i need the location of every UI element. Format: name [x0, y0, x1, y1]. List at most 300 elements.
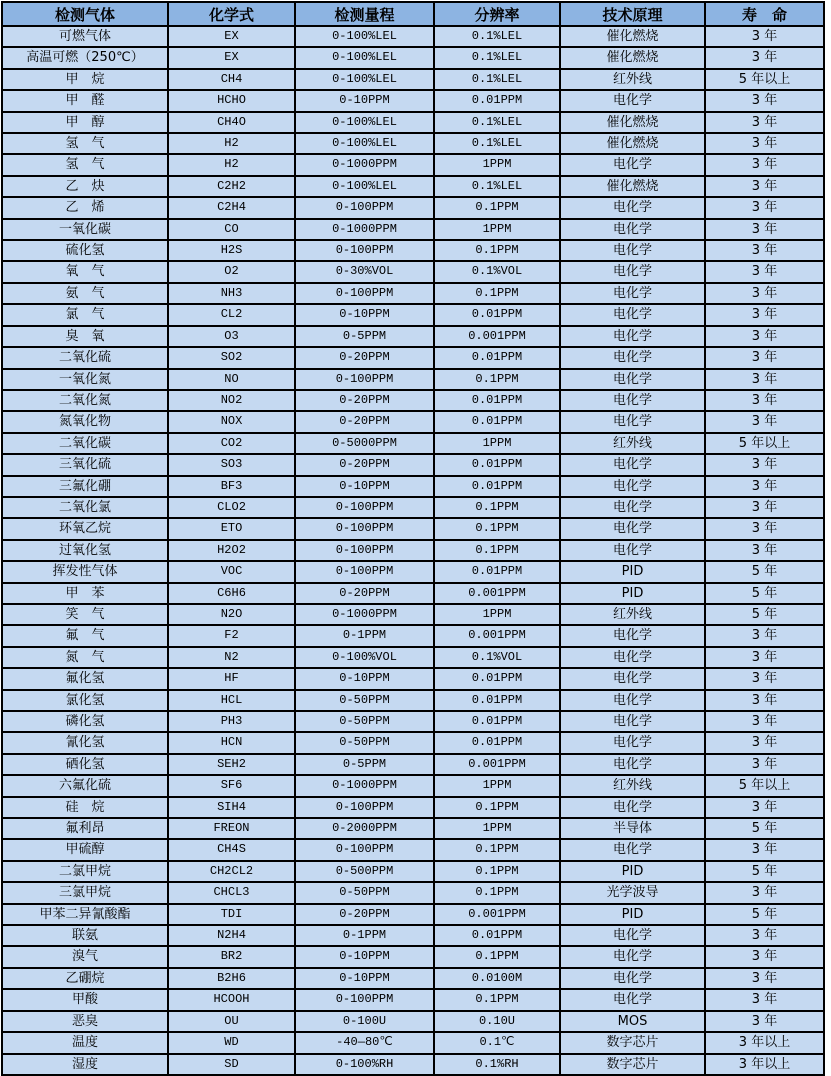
cell-range: 0-100%LEL: [295, 112, 434, 133]
table-row: [2, 47, 824, 68]
table-row: [2, 732, 824, 753]
cell-range: 0-20PPM: [295, 904, 434, 925]
cell-range: 0-1000PPM: [295, 154, 434, 175]
cell-principle: PID: [560, 583, 705, 604]
cell-resolution: 0.01PPM: [434, 347, 560, 368]
cell-principle: 电化学: [560, 625, 705, 646]
cell-gas: 氟化氢: [2, 668, 168, 689]
table-row: [2, 240, 824, 261]
table-row: [2, 176, 824, 197]
cell-resolution: 0.01PPM: [434, 90, 560, 111]
table-row: [2, 90, 824, 111]
cell-lifespan: 3 年: [705, 668, 824, 689]
table-row: [2, 625, 824, 646]
cell-resolution: 0.01PPM: [434, 411, 560, 432]
cell-formula: BF3: [168, 476, 295, 497]
table-row: [2, 882, 824, 903]
cell-gas: 硅 烷: [2, 797, 168, 818]
cell-resolution: 0.1PPM: [434, 882, 560, 903]
cell-principle: 电化学: [560, 989, 705, 1010]
cell-gas: 氰化氢: [2, 732, 168, 753]
cell-resolution: 0.1PPM: [434, 497, 560, 518]
cell-lifespan: 3 年: [705, 711, 824, 732]
cell-gas: 三氧化硫: [2, 454, 168, 475]
cell-gas: 乙 炔: [2, 176, 168, 197]
cell-lifespan: 5 年: [705, 904, 824, 925]
cell-resolution: 0.001PPM: [434, 583, 560, 604]
table-row: [2, 797, 824, 818]
table-row: [2, 968, 824, 989]
table-row: [2, 540, 824, 561]
cell-resolution: 0.001PPM: [434, 625, 560, 646]
cell-range: 0-10PPM: [295, 968, 434, 989]
table-row: [2, 561, 824, 582]
table-row: [2, 754, 824, 775]
cell-gas: 甲 醇: [2, 112, 168, 133]
cell-principle: 电化学: [560, 732, 705, 753]
cell-principle: 电化学: [560, 369, 705, 390]
cell-range: 0-100PPM: [295, 240, 434, 261]
cell-gas: 二氧化硫: [2, 347, 168, 368]
cell-principle: 电化学: [560, 925, 705, 946]
cell-resolution: 0.01PPM: [434, 690, 560, 711]
column-header-range: 检测量程: [295, 2, 434, 26]
table-row: [2, 775, 824, 796]
cell-resolution: 0.1%LEL: [434, 176, 560, 197]
column-header-lifespan: 寿 命: [705, 2, 824, 26]
cell-lifespan: 3 年: [705, 968, 824, 989]
cell-gas: 甲酸: [2, 989, 168, 1010]
cell-formula: C6H6: [168, 583, 295, 604]
cell-gas: 高温可燃（250℃）: [2, 47, 168, 68]
cell-range: 0-5PPM: [295, 326, 434, 347]
cell-range: 0-100%LEL: [295, 133, 434, 154]
cell-range: 0-100U: [295, 1011, 434, 1032]
cell-formula: H2S: [168, 240, 295, 261]
cell-resolution: 0.01PPM: [434, 925, 560, 946]
cell-range: 0-100%LEL: [295, 47, 434, 68]
cell-principle: 半导体: [560, 818, 705, 839]
cell-resolution: 0.1%LEL: [434, 26, 560, 47]
cell-formula: HCL: [168, 690, 295, 711]
cell-lifespan: 5 年以上: [705, 69, 824, 90]
table-row: [2, 1054, 824, 1075]
cell-range: 0-20PPM: [295, 390, 434, 411]
cell-gas: 笑 气: [2, 604, 168, 625]
cell-range: 0-100PPM: [295, 540, 434, 561]
table-row: [2, 433, 824, 454]
cell-principle: 催化燃烧: [560, 133, 705, 154]
cell-formula: CLO2: [168, 497, 295, 518]
cell-range: 0-100%LEL: [295, 26, 434, 47]
cell-resolution: 0.01PPM: [434, 668, 560, 689]
cell-formula: O2: [168, 261, 295, 282]
table-row: [2, 390, 824, 411]
cell-principle: 催化燃烧: [560, 112, 705, 133]
cell-resolution: 0.01PPM: [434, 390, 560, 411]
cell-principle: 光学波导: [560, 882, 705, 903]
cell-range: 0-10PPM: [295, 476, 434, 497]
cell-formula: SIH4: [168, 797, 295, 818]
cell-lifespan: 3 年: [705, 176, 824, 197]
cell-lifespan: 5 年: [705, 818, 824, 839]
cell-resolution: 0.1%LEL: [434, 112, 560, 133]
cell-formula: EX: [168, 47, 295, 68]
cell-gas: 乙 烯: [2, 197, 168, 218]
cell-principle: 电化学: [560, 240, 705, 261]
cell-formula: CO2: [168, 433, 295, 454]
cell-formula: NO: [168, 369, 295, 390]
cell-range: 0-5PPM: [295, 754, 434, 775]
table-row: [2, 411, 824, 432]
cell-gas: 二氧化碳: [2, 433, 168, 454]
cell-lifespan: 3 年: [705, 925, 824, 946]
cell-gas: 二氧化氮: [2, 390, 168, 411]
cell-range: 0-100PPM: [295, 561, 434, 582]
cell-formula: NO2: [168, 390, 295, 411]
cell-range: 0-1000PPM: [295, 219, 434, 240]
cell-range: 0-1PPM: [295, 925, 434, 946]
cell-lifespan: 3 年: [705, 647, 824, 668]
cell-lifespan: 3 年: [705, 197, 824, 218]
cell-lifespan: 3 年: [705, 882, 824, 903]
cell-lifespan: 5 年: [705, 583, 824, 604]
cell-principle: 电化学: [560, 304, 705, 325]
cell-range: 0-1000PPM: [295, 604, 434, 625]
cell-formula: H2: [168, 133, 295, 154]
table-row: [2, 369, 824, 390]
cell-lifespan: 3 年: [705, 154, 824, 175]
table-row: [2, 476, 824, 497]
cell-gas: 恶臭: [2, 1011, 168, 1032]
cell-formula: C2H4: [168, 197, 295, 218]
cell-principle: 电化学: [560, 411, 705, 432]
cell-resolution: 1PPM: [434, 775, 560, 796]
table-row: [2, 946, 824, 967]
table-row: [2, 668, 824, 689]
cell-formula: BR2: [168, 946, 295, 967]
table-header: [2, 2, 824, 26]
cell-principle: 电化学: [560, 711, 705, 732]
cell-range: 0-30%VOL: [295, 261, 434, 282]
cell-gas: 湿度: [2, 1054, 168, 1075]
cell-principle: 电化学: [560, 839, 705, 860]
cell-principle: 电化学: [560, 668, 705, 689]
cell-lifespan: 3 年: [705, 540, 824, 561]
cell-gas: 一氧化氮: [2, 369, 168, 390]
table-row: [2, 904, 824, 925]
cell-range: -40—80℃: [295, 1032, 434, 1053]
cell-range: 0-20PPM: [295, 347, 434, 368]
cell-lifespan: 3 年: [705, 347, 824, 368]
cell-lifespan: 5 年以上: [705, 433, 824, 454]
cell-principle: 电化学: [560, 454, 705, 475]
cell-resolution: 0.1%VOL: [434, 647, 560, 668]
cell-lifespan: 5 年: [705, 561, 824, 582]
cell-range: 0-100%LEL: [295, 69, 434, 90]
table-row: [2, 690, 824, 711]
cell-range: 0-100PPM: [295, 989, 434, 1010]
column-header-gas: 检测气体: [2, 2, 168, 26]
cell-formula: SO3: [168, 454, 295, 475]
cell-lifespan: 3 年: [705, 946, 824, 967]
cell-formula: CHCL3: [168, 882, 295, 903]
cell-formula: HCN: [168, 732, 295, 753]
cell-formula: PH3: [168, 711, 295, 732]
table-row: [2, 69, 824, 90]
page: [0, 1, 831, 1076]
cell-principle: 电化学: [560, 690, 705, 711]
cell-gas: 氯化氢: [2, 690, 168, 711]
cell-range: 0-20PPM: [295, 454, 434, 475]
cell-lifespan: 3 年: [705, 497, 824, 518]
cell-formula: WD: [168, 1032, 295, 1053]
cell-resolution: 0.1PPM: [434, 989, 560, 1010]
cell-range: 0-10PPM: [295, 90, 434, 111]
cell-formula: NH3: [168, 283, 295, 304]
cell-principle: 红外线: [560, 69, 705, 90]
cell-formula: ETO: [168, 518, 295, 539]
cell-lifespan: 3 年以上: [705, 1032, 824, 1053]
cell-principle: 电化学: [560, 476, 705, 497]
cell-lifespan: 3 年: [705, 989, 824, 1010]
cell-range: 0-10PPM: [295, 946, 434, 967]
table-row: [2, 711, 824, 732]
cell-resolution: 0.1PPM: [434, 946, 560, 967]
cell-resolution: 0.1%LEL: [434, 133, 560, 154]
cell-formula: FREON: [168, 818, 295, 839]
cell-resolution: 0.1PPM: [434, 369, 560, 390]
cell-formula: H2: [168, 154, 295, 175]
cell-gas: 甲 苯: [2, 583, 168, 604]
cell-principle: 电化学: [560, 283, 705, 304]
cell-range: 0-100PPM: [295, 283, 434, 304]
cell-lifespan: 3 年: [705, 112, 824, 133]
cell-formula: HF: [168, 668, 295, 689]
table-row: [2, 647, 824, 668]
cell-lifespan: 5 年: [705, 604, 824, 625]
cell-range: 0-20PPM: [295, 583, 434, 604]
cell-range: 0-50PPM: [295, 732, 434, 753]
cell-formula: SD: [168, 1054, 295, 1075]
table-row: [2, 26, 824, 47]
cell-range: 0-10PPM: [295, 304, 434, 325]
cell-principle: PID: [560, 861, 705, 882]
cell-range: 0-100PPM: [295, 518, 434, 539]
cell-principle: PID: [560, 904, 705, 925]
cell-principle: 电化学: [560, 390, 705, 411]
cell-resolution: 0.1PPM: [434, 797, 560, 818]
cell-principle: MOS: [560, 1011, 705, 1032]
cell-range: 0-100PPM: [295, 797, 434, 818]
cell-formula: N2: [168, 647, 295, 668]
cell-gas: 氢 气: [2, 154, 168, 175]
cell-gas: 硫化氢: [2, 240, 168, 261]
cell-lifespan: 3 年: [705, 690, 824, 711]
cell-formula: EX: [168, 26, 295, 47]
cell-formula: SF6: [168, 775, 295, 796]
cell-lifespan: 5 年以上: [705, 775, 824, 796]
cell-principle: 电化学: [560, 797, 705, 818]
cell-resolution: 0.10U: [434, 1011, 560, 1032]
cell-resolution: 0.001PPM: [434, 754, 560, 775]
cell-principle: 电化学: [560, 347, 705, 368]
cell-lifespan: 3 年: [705, 411, 824, 432]
cell-principle: PID: [560, 561, 705, 582]
cell-principle: 电化学: [560, 754, 705, 775]
cell-principle: 红外线: [560, 604, 705, 625]
cell-range: 0-100PPM: [295, 369, 434, 390]
cell-resolution: 0.1PPM: [434, 861, 560, 882]
cell-lifespan: 3 年: [705, 326, 824, 347]
cell-resolution: 0.1%LEL: [434, 69, 560, 90]
cell-resolution: 0.01PPM: [434, 454, 560, 475]
cell-gas: 硒化氢: [2, 754, 168, 775]
cell-gas: 臭 氧: [2, 326, 168, 347]
cell-lifespan: 3 年: [705, 304, 824, 325]
cell-gas: 氨 气: [2, 283, 168, 304]
table-row: [2, 197, 824, 218]
cell-lifespan: 3 年: [705, 476, 824, 497]
table-row: [2, 839, 824, 860]
cell-principle: 催化燃烧: [560, 47, 705, 68]
cell-lifespan: 3 年: [705, 454, 824, 475]
cell-formula: N2H4: [168, 925, 295, 946]
cell-formula: F2: [168, 625, 295, 646]
cell-principle: 红外线: [560, 433, 705, 454]
cell-principle: 电化学: [560, 154, 705, 175]
table-row: [2, 347, 824, 368]
cell-resolution: 0.1PPM: [434, 197, 560, 218]
cell-resolution: 0.1%RH: [434, 1054, 560, 1075]
column-header-resolution: 分辨率: [434, 2, 560, 26]
cell-range: 0-50PPM: [295, 882, 434, 903]
cell-formula: TDI: [168, 904, 295, 925]
cell-range: 0-100%RH: [295, 1054, 434, 1075]
cell-gas: 环氧乙烷: [2, 518, 168, 539]
table-row: [2, 326, 824, 347]
table-row: [2, 154, 824, 175]
cell-resolution: 0.1%VOL: [434, 261, 560, 282]
table-row: [2, 133, 824, 154]
cell-formula: CL2: [168, 304, 295, 325]
header-row: [2, 2, 824, 26]
cell-principle: 电化学: [560, 90, 705, 111]
cell-gas: 氢 气: [2, 133, 168, 154]
cell-range: 0-50PPM: [295, 690, 434, 711]
cell-lifespan: 5 年: [705, 861, 824, 882]
cell-range: 0-100PPM: [295, 197, 434, 218]
cell-lifespan: 3 年: [705, 219, 824, 240]
cell-range: 0-20PPM: [295, 411, 434, 432]
cell-resolution: 0.1PPM: [434, 839, 560, 860]
cell-principle: 电化学: [560, 647, 705, 668]
cell-resolution: 1PPM: [434, 154, 560, 175]
cell-range: 0-100%LEL: [295, 176, 434, 197]
cell-lifespan: 3 年: [705, 625, 824, 646]
table-row: [2, 219, 824, 240]
cell-gas: 挥发性气体: [2, 561, 168, 582]
table-row: [2, 261, 824, 282]
column-header-formula: 化学式: [168, 2, 295, 26]
cell-formula: B2H6: [168, 968, 295, 989]
cell-range: 0-1000PPM: [295, 775, 434, 796]
cell-lifespan: 3 年: [705, 90, 824, 111]
table-row: [2, 497, 824, 518]
cell-gas: 三氟化硼: [2, 476, 168, 497]
cell-principle: 电化学: [560, 518, 705, 539]
cell-principle: 数字芯片: [560, 1054, 705, 1075]
table-body: [2, 26, 824, 1075]
cell-formula: VOC: [168, 561, 295, 582]
cell-gas: 联氨: [2, 925, 168, 946]
cell-lifespan: 3 年: [705, 369, 824, 390]
cell-lifespan: 3 年: [705, 390, 824, 411]
cell-formula: HCHO: [168, 90, 295, 111]
cell-resolution: 1PPM: [434, 219, 560, 240]
cell-resolution: 1PPM: [434, 818, 560, 839]
cell-principle: 电化学: [560, 540, 705, 561]
cell-gas: 二氧化氯: [2, 497, 168, 518]
cell-principle: 催化燃烧: [560, 26, 705, 47]
cell-lifespan: 3 年: [705, 732, 824, 753]
cell-gas: 甲硫醇: [2, 839, 168, 860]
cell-resolution: 0.1PPM: [434, 240, 560, 261]
cell-resolution: 0.1%LEL: [434, 47, 560, 68]
cell-lifespan: 3 年: [705, 133, 824, 154]
cell-resolution: 0.01PPM: [434, 732, 560, 753]
cell-gas: 磷化氢: [2, 711, 168, 732]
cell-lifespan: 3 年: [705, 518, 824, 539]
cell-formula: CH4O: [168, 112, 295, 133]
cell-principle: 电化学: [560, 197, 705, 218]
cell-formula: SEH2: [168, 754, 295, 775]
table-row: [2, 112, 824, 133]
cell-gas: 温度: [2, 1032, 168, 1053]
table-row: [2, 604, 824, 625]
cell-resolution: 0.1PPM: [434, 283, 560, 304]
cell-lifespan: 3 年以上: [705, 1054, 824, 1075]
cell-gas: 三氯甲烷: [2, 882, 168, 903]
table-row: [2, 989, 824, 1010]
cell-lifespan: 3 年: [705, 261, 824, 282]
cell-principle: 数字芯片: [560, 1032, 705, 1053]
column-header-principle: 技术原理: [560, 2, 705, 26]
table-row: [2, 925, 824, 946]
table-row: [2, 518, 824, 539]
cell-gas: 甲 烷: [2, 69, 168, 90]
gas-spec-table: [1, 1, 825, 1076]
table-row: [2, 1032, 824, 1053]
cell-gas: 氮氧化物: [2, 411, 168, 432]
cell-lifespan: 3 年: [705, 26, 824, 47]
table-row: [2, 1011, 824, 1032]
cell-gas: 氟利昂: [2, 818, 168, 839]
cell-resolution: 0.001PPM: [434, 904, 560, 925]
cell-range: 0-100PPM: [295, 839, 434, 860]
cell-gas: 甲 醛: [2, 90, 168, 111]
cell-gas: 二氯甲烷: [2, 861, 168, 882]
cell-formula: HCOOH: [168, 989, 295, 1010]
cell-principle: 催化燃烧: [560, 176, 705, 197]
cell-lifespan: 3 年: [705, 797, 824, 818]
cell-resolution: 1PPM: [434, 604, 560, 625]
cell-formula: NOX: [168, 411, 295, 432]
table-row: [2, 861, 824, 882]
cell-range: 0-50PPM: [295, 711, 434, 732]
cell-formula: N2O: [168, 604, 295, 625]
cell-lifespan: 3 年: [705, 240, 824, 261]
